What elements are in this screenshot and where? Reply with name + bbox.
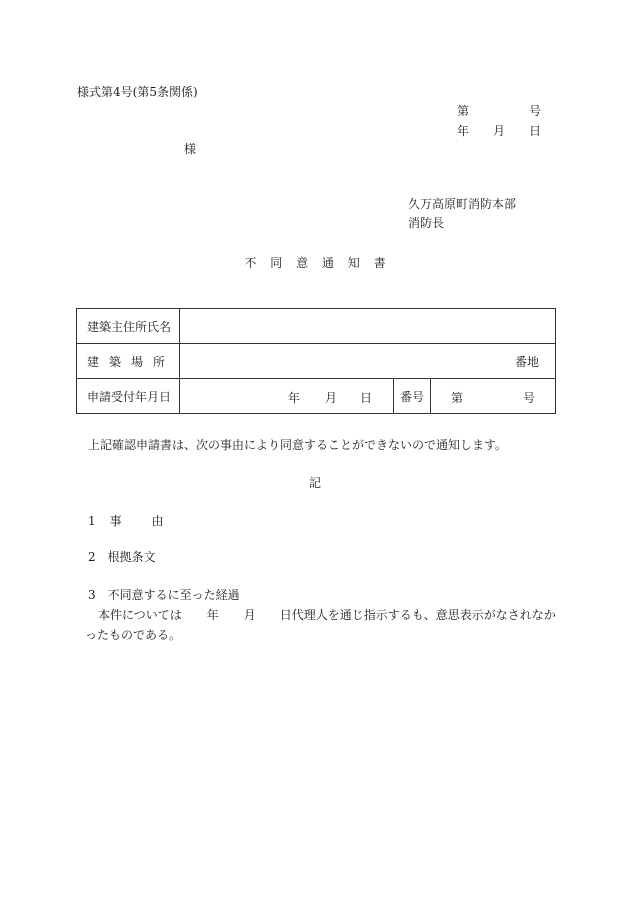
app-month: 月 [325,391,338,405]
sender-organization: 久万高原町消防本部 [408,197,517,211]
text-month: 月 [243,608,256,622]
title-char: 不 [244,256,257,270]
table-row [77,379,556,414]
label-char: 築 [109,354,122,369]
app-num-prefix: 第 [451,391,464,405]
notice-statement: 上記確認申請書は、次の事由により同意することができないので通知します。 [88,438,508,452]
building-location-value: 番地 [180,344,556,379]
table-row [77,344,556,379]
app-num-suffix: 号 [523,391,536,405]
item-circumstances: 3 不同意するに至った経過 [88,588,240,602]
application-number-value [431,379,556,414]
number-suffix: 号 [529,104,542,118]
title-char: 知 [347,256,360,270]
application-date-label: 申請受付年月日 [77,379,180,414]
circumstances-text-line2: ったものである。 [85,628,182,642]
date-day: 日 [529,124,542,138]
builder-address-name-value [180,309,556,344]
app-day: 日 [360,391,373,405]
sender-title: 消防長 [408,216,445,230]
document-title [0,256,630,270]
addressee-suffix: 様 [184,142,197,156]
date-month: 月 [493,124,506,138]
form-reference: 様式第4号(第5条関係) [77,85,198,99]
text-year: 年 [206,608,219,622]
app-year: 年 [288,391,301,405]
label-char: 建 [87,354,100,369]
label-char: 場 [131,354,144,369]
title-char: 意 [296,256,309,270]
title-char: 同 [270,256,283,270]
title-char: 通 [321,256,334,270]
application-number-label: 番号 [394,379,431,414]
item-number: 1 [88,514,96,528]
application-info-table [76,308,556,414]
item-legal-basis: 2 根拠条文 [88,550,156,564]
builder-address-name-label: 建築主住所氏名 [77,309,180,344]
table-row [77,309,556,344]
label-char: 所 [153,354,166,369]
building-location-label [77,344,180,379]
ki-heading: 記 [308,476,321,490]
date-year: 年 [457,124,470,138]
circumstances-text-line1 [98,608,556,622]
item-label-char: 事 [109,514,122,528]
item-label-char: 由 [151,514,164,528]
application-date-value [180,379,394,414]
item-reason [88,514,164,528]
number-prefix: 第 [457,104,470,118]
title-char: 書 [373,256,386,270]
text-fragment: 本件については [98,608,182,622]
text-fragment: 日代理人を通じ指示するも、意思表示がなされなか [279,608,556,622]
